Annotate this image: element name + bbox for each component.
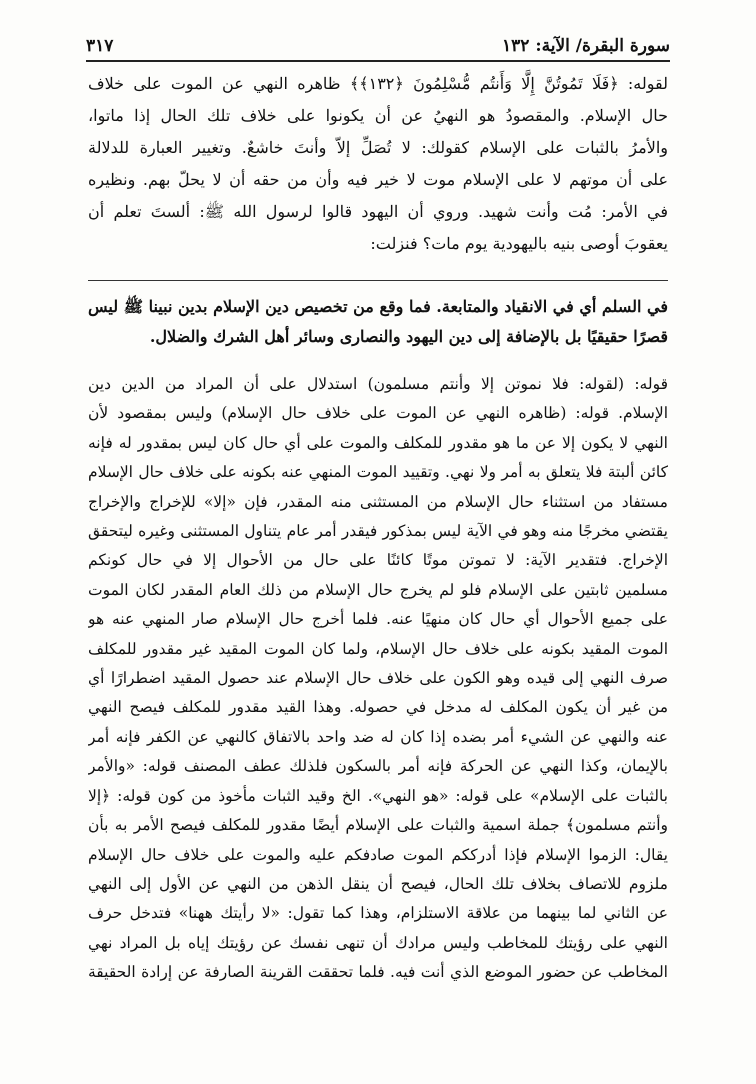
main-line: وأنتم مسلمون﴾ جملة اسمية والثبات على الإسلام أيضًا مقدور للمكلف فيصح الأمر به بأن [88, 816, 668, 835]
main-line: يقتضي مخرجًا منه وهو في الآية ليس بمذكور فيقدر أمر عام يتناول المستثنى وغيره ليتحقق [88, 522, 668, 541]
gloss-line: قصرًا حقيقيًا بل بالإضافة إلى دين اليهود والنصارى وسائر أهل الشرك والضلال. [149, 327, 668, 346]
main-line: عن الثاني لما بينهما من علاقة الاستلزام، وهذا كما تقول: «لا رأيتك ههنا» فتدخل حرف [88, 904, 668, 923]
main-line: المخاطب عن حضور الموضع الذي أنت فيه. فلما تحققت القرينة الصارفة عن إرادة الحقيقة [88, 963, 668, 982]
divider-rule [88, 280, 668, 281]
main-line: مستفاد من استثناء حال الإسلام من المستثنى منه المقدر، فإن «إلا» للإخراج والإخراج [88, 492, 668, 511]
commentary-line: والأمرُ بالثبات على الإسلام كقولك: لا تُصَلِّ إلاّ وأنتَ خاشعٌ. وتغيير العبارة للدلالة [88, 138, 668, 157]
main-line: ملزوم للاتصاف بخلاف تلك الحال، فيصح أن ينقل الذهن من النهي عن الأول إلى النهي [88, 874, 668, 893]
commentary-line: في الأمر: مُت وأنت شهيد. وروي أن اليهود قالوا لرسول الله ﷺ: ألستَ تعلم أن [88, 202, 668, 221]
main-line: على جميع الأحوال أي حال كان منهيًا عنه. فلما أخرج حال الإسلام صار المنهي عنه هو [88, 610, 668, 629]
commentary-line: على أن موتهم لا على الإسلام موت لا خير فيه وأن من حقه أن لا يحلّ بهم. ونظيره [88, 170, 668, 189]
main-line: صرف النهي إلى قيده وهو الكون على خلاف حال الإسلام عند حصول المقيد اضطرارًا أي [88, 669, 668, 688]
main-line: النهي على رؤيتك للمخاطب وليس مرادك أن تنهى نفسك عن رؤيتك إياه بل المراد نهي [88, 933, 668, 952]
main-line: من غير أن يكون المكلف له مدخل في حصوله. وهذا القيد مقدور للمكلف فيصح النهي [88, 698, 668, 717]
main-line: الإسلام. قوله: (ظاهره النهي عن الموت على خلاف حال الإسلام) وليس بمقصود لأن [88, 404, 668, 423]
commentary-line: يعقوبَ أوصى بنيه باليهودية يوم مات؟ فنزلت: [370, 234, 668, 253]
surah-title: سورة البقرة/ الآية: ١٣٢ [502, 36, 670, 56]
main-line: مسلمين ثابتين على الإسلام فلو لم يخرج حال الإسلام من ذلك العام المقدر لكان الموت [88, 580, 668, 599]
gloss-line: في السلم أي في الانقياد والمتابعة. فما وقع من تخصيص دين الإسلام بدين نبينا ﷺ ليس [88, 297, 668, 316]
main-line: قوله: (لقوله: فلا نموتن إلا وأنتم مسلمون) استدلال على أن المراد من الدين دين [88, 375, 668, 393]
page-number: ٣١٧ [86, 36, 114, 56]
main-line: بالإيمان، وكذا النهي عن الحركة فإنه أمر بالسكون فلذلك عطف المصنف قوله: «والأمر [88, 757, 668, 776]
gloss-block [88, 292, 668, 352]
main-line: يقال: الزموا الإسلام فإذا أدرككم الموت صادفكم عليه والموت على خلاف حال الإسلام [88, 845, 668, 864]
main-line: النهي لا يكون إلا عن ما هو مقدور للمكلف والموت على أي حال كان ليس بمقدور له فإنه [88, 433, 668, 452]
main-line: الموت المقيد بكونه على خلاف حال الإسلام، ولما كان الموت المقيد غير مقدور للمكلف [88, 639, 668, 658]
main-text-block [88, 370, 668, 988]
commentary-block [88, 68, 668, 260]
main-line: عنه والنهي عن الشيء أمر بضده إذا كان له ضد واحد بالاتفاق كالنهي عن الكفر فإنه أمر [88, 727, 668, 746]
main-line: الإخراج. فتقدير الآية: لا تموتن موتًا كائنًا على حال من الأحوال إلا في حال كونكم [88, 551, 668, 570]
page-header [86, 30, 670, 62]
main-line: بالثبات على الإسلام» على قوله: «هو النهي». الخ وقيد الثبات مأخوذ من كون قوله: ﴿إلا [88, 786, 668, 805]
commentary-line: حال الإسلام. والمقصودُ هو النهيُ عن أن يكونوا على خلاف تلك الحال إذا ماتوا، [88, 106, 668, 125]
commentary-line: لقوله: ﴿فَلَا تَمُوتُنَّ إِلَّا وَأَنتُم مُّسْلِمُونَ ﴿١٣٢﴾﴾ ظاهره النهي عن الموت على خلاف [88, 74, 668, 93]
main-line: كائن ألبتة فلا يتعلق به أمر ولا نهي. وتقييد الموت المنهي عنه بكونه على خلاف حال الإسلام [88, 463, 668, 482]
